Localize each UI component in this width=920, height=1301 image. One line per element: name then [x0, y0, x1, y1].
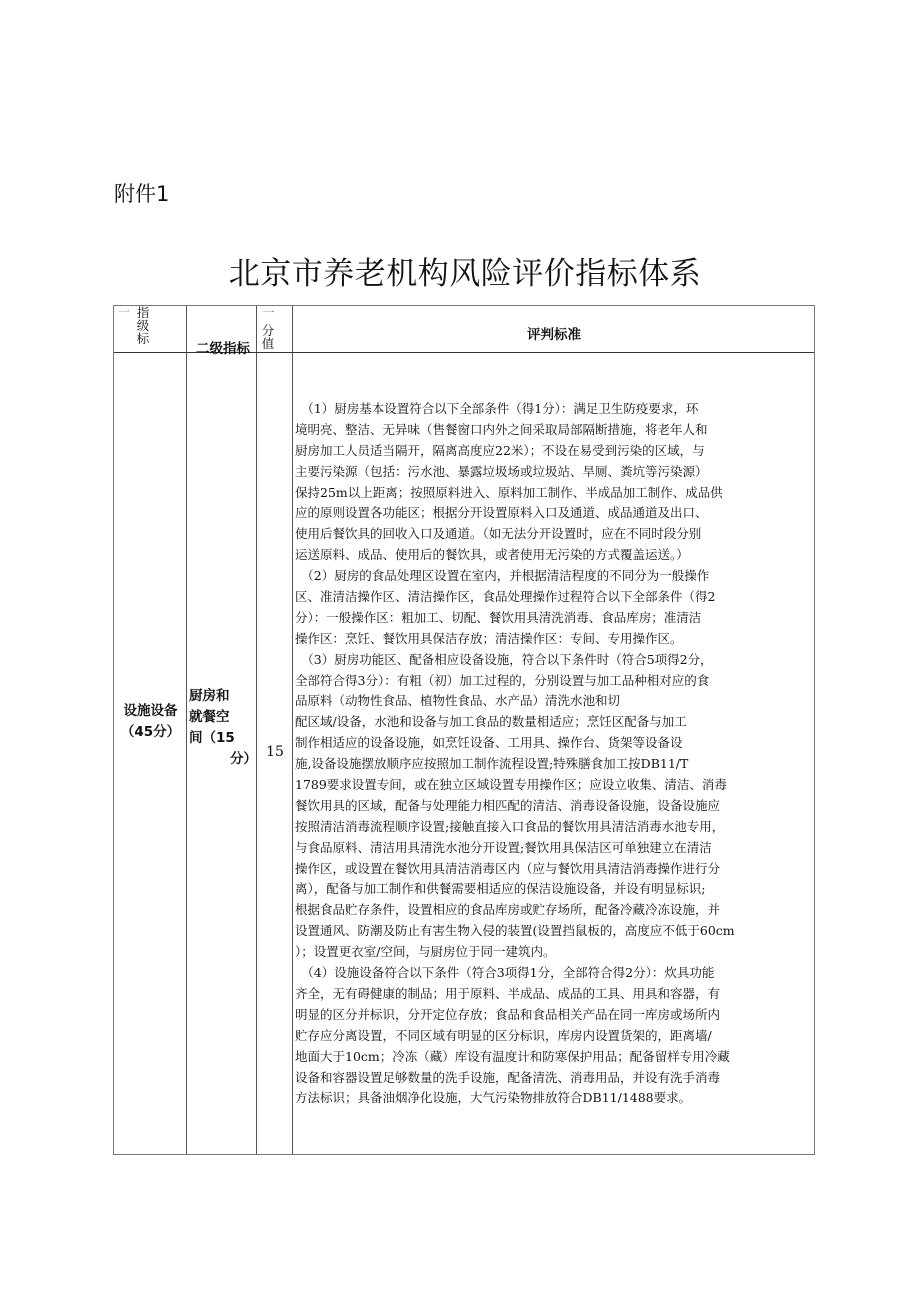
header-level1-char: 指 [136, 305, 150, 320]
level2-text: 分） [230, 751, 257, 767]
criteria-line: 明显的区分并标识，分开定位存放；食品和食品相关产品在同一库房或场所内 [295, 1006, 721, 1022]
criteria-line: 设置通风、防潮及防止有害生物入侵的装置(设置挡鼠板的，高度应不低于60cm [295, 923, 735, 939]
level1-text: （45分） [120, 724, 181, 740]
criteria-line: 保持25m以上距离；按照原料进入、原料加工制作、半成品加工制作、成品供 [295, 484, 723, 500]
criteria-line: 品原料（动物性食品、植物性食品、水产品）清洗水池和切 [295, 693, 621, 709]
criteria-line: 厨房加工人员适当隔开，隔离高度应22米）；不设在易受到污染的区域，与 [295, 442, 705, 458]
criteria-cell [295, 399, 815, 1109]
criteria-line: 按照清洁消毒流程顺序设置;接触直接入口食品的餐饮用具清洁消毒水池专用， [295, 818, 725, 834]
score-cell: 15 [266, 744, 284, 760]
header-level1-char: 标 [136, 331, 150, 346]
criteria-line: 操作区：烹饪、餐饮用具保洁存放；清洁操作区：专间、专用操作区。 [295, 630, 683, 646]
criteria-line: 使用后餐饮具的回收入口及通道。（如无法分开设置时，应在不同时段分别 [295, 526, 702, 542]
criteria-line: 境明亮、整洁、无异味（售餐窗口内外之间采取局部隔断措施，将老年人和 [295, 421, 708, 437]
criteria-line: 设备和容器设置足够数量的洗手设施，配备清洗、消毒用品，并设有洗手消毒 [295, 1069, 721, 1085]
criteria-line: （1）厨房基本设置符合以下全部条件（得1分）：满足卫生防疫要求，环 [295, 401, 699, 416]
header-level1-dash: 一 [118, 305, 131, 319]
criteria-line: 施,设备设施摆放顺序应按照加工制作流程设置;特殊膳食加工按DB11/T [295, 756, 689, 772]
criteria-line: 主要污染源（包括：污水池、暴露垃圾场或垃圾站、旱厕、粪坑等污染源） [295, 463, 708, 479]
level1-text: 设施设备 [123, 703, 178, 719]
criteria-line: 根据食品贮存条件，设置相应的食品库房或贮存场所，配备冷藏冷冻设施，并 [295, 902, 721, 918]
level2-text: 厨房和 [189, 688, 230, 704]
header-score-dash: 一 [262, 305, 275, 320]
level1-cell [114, 701, 187, 743]
criteria-line: 1789要求设置专间，或在独立区域设置专用操作区；应设立收集、清洁、消毒 [295, 777, 727, 793]
criteria-line: 操作区，或设置在餐饮用具清洁消毒区内（应与餐饮用具清洁消毒操作进行分 [295, 860, 721, 876]
level2-text: 间（15 [189, 730, 235, 746]
criteria-line: 与食品原料、清洁用具清洗水池分开设置;餐饮用具保洁区可单独建立在清洁 [295, 839, 712, 855]
criteria-line: 制作相适应的设备设施，如烹饪设备、工用具、操作台、货架等设备设 [295, 735, 683, 751]
criteria-line: （2）厨房的食品处理区设置在室内，并根据清洁程度的不同分为一般操作 [295, 568, 710, 584]
criteria-line: 齐全，无有碍健康的制品；用于原料、半成品、成品的工具、用具和容器，有 [295, 985, 721, 1001]
criteria-line: 应的原则设置各功能区；根据分开设置原料入口及通道、成品通道及出口、 [295, 505, 708, 521]
criteria-line: 贮存应分离设置，不同区域有明显的区分标识，库房内设置货架的，距离墙/ [295, 1027, 712, 1043]
header-criteria: 评判标准 [527, 327, 581, 343]
header-score-char: 值 [261, 336, 275, 351]
criteria-line: 运送原料、成品、使用后的餐饮具，或者使用无污染的方式覆盖运送。） [295, 547, 689, 563]
page-title: 北京市养老机构风险评价指标体系 [228, 256, 702, 292]
criteria-line: 全部符合得3分）：有粗（初）加工过程的，分别设置与加工品种相对应的食 [295, 672, 710, 688]
criteria-line: 配区域/设备，水池和设备与加工食品的数量相适应；烹饪区配备与加工 [295, 714, 687, 730]
level2-cell [189, 686, 257, 770]
header-level2-indicator: 二级指标 [196, 341, 250, 357]
criteria-line: 区、准清洁操作区、清洁操作区，食品处理操作过程符合以下全部条件（得2 [295, 589, 716, 605]
criteria-line: 地面大于10cm；冷冻（藏）库设有温度计和防寒保护用品；配备留样专用冷藏 [295, 1048, 730, 1064]
criteria-line: 分）：一般操作区：粗加工、切配、餐饮用具清洗消毒、食品库房；准清洁 [295, 609, 702, 625]
criteria-line: 餐饮用具的区域，配备与处理能力相匹配的清洁、消毒设备设施，设备设施应 [295, 797, 721, 813]
criteria-line: （4）设施设备符合以下条件（符合3项得1分，全部符合得2分）：炊具功能 [295, 965, 715, 981]
level2-text: 就餐空 [189, 709, 230, 725]
criteria-line: 离），配备与加工制作和供餐需要相适应的保洁设施设备，并设有明显标识; [295, 881, 706, 897]
criteria-table [113, 305, 815, 1155]
header-level1-char: 级 [136, 318, 150, 333]
attachment-label: 附件1 [114, 182, 170, 206]
criteria-line: 方法标识；具备油烟净化设施，大气污染物排放符合DB11/1488要求。 [295, 1090, 692, 1106]
criteria-line: （3）厨房功能区、配备相应设备设施，符合以下条件时（符合5项得2分， [295, 651, 713, 667]
column-divider [292, 306, 293, 1154]
header-score-char: 分 [261, 323, 275, 338]
criteria-line: ）；设置更衣室/空间，与厨房位于同一建筑内。 [295, 944, 556, 960]
